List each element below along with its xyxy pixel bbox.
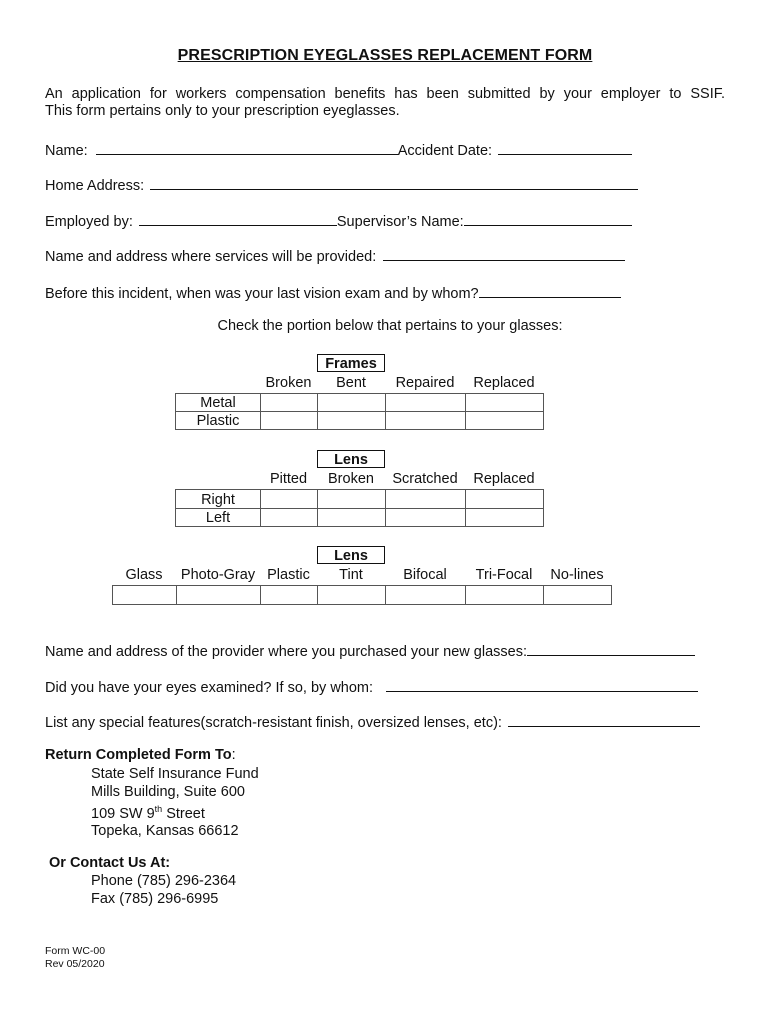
frames-plastic-bent-cell[interactable] <box>318 412 385 429</box>
lens-left-replaced-cell[interactable] <box>466 509 543 526</box>
frames-row-metal: Metal <box>200 395 236 411</box>
lens-row-left: Left <box>205 510 231 526</box>
frames-row-plastic: Plastic <box>196 413 240 429</box>
frames-label-box: Frames <box>317 354 385 372</box>
lens-left-pitted-cell[interactable] <box>261 509 317 526</box>
provider-label: Name and address of the provider where you purchased your new glasses: <box>45 644 527 660</box>
lens-right-pitted-cell[interactable] <box>261 490 317 508</box>
accident-date-label: Accident Date: <box>397 143 493 159</box>
services-row <box>45 246 625 265</box>
lens-left-broken-cell[interactable] <box>318 509 385 526</box>
lens-type-plastic-cell[interactable] <box>261 586 317 604</box>
frames-plastic-repaired-cell[interactable] <box>386 412 465 429</box>
lens-type-tint-cell[interactable] <box>318 586 385 604</box>
home-address-field[interactable] <box>150 175 638 190</box>
name-label: Name: <box>45 143 88 159</box>
return-address-line-1: State Self Insurance Fund <box>91 766 259 782</box>
accident-date-field[interactable] <box>498 140 632 155</box>
features-label: List any special features(scratch-resistant finish, oversized lenses, etc): <box>45 715 502 731</box>
frames-metal-replaced-cell[interactable] <box>466 394 543 411</box>
form-number: Form WC-00 <box>45 945 106 957</box>
frames-col-broken: Broken <box>265 375 312 391</box>
last-exam-row <box>45 283 621 302</box>
street-number: 109 SW 9 <box>91 805 155 822</box>
name-field[interactable] <box>96 140 398 155</box>
frames-metal-repaired-cell[interactable] <box>386 394 465 411</box>
employed-by-label: Employed by: <box>45 214 133 230</box>
contact-heading: Or Contact Us At: <box>49 855 171 871</box>
return-address-line-4: Topeka, Kansas 66612 <box>91 823 239 840</box>
form-revision: Rev 05/2020 <box>45 958 105 970</box>
services-field[interactable] <box>383 246 625 261</box>
home-address-label: Home Address: <box>45 178 145 194</box>
return-heading-colon: : <box>231 747 236 763</box>
employed-by-field[interactable] <box>139 211 337 226</box>
lens-right-replaced-cell[interactable] <box>466 490 543 508</box>
examined-field[interactable] <box>386 677 698 692</box>
frames-metal-broken-cell[interactable] <box>261 394 317 411</box>
lens-col-scratched: Scratched <box>392 471 458 487</box>
employer-row <box>45 211 632 230</box>
intro-line-2: This form pertains only to your prescription eyeglasses. <box>45 103 400 119</box>
lens-type-no-lines-cell[interactable] <box>544 586 611 604</box>
lens-type-label-box: Lens <box>317 546 385 564</box>
lens-left-scratched-cell[interactable] <box>386 509 465 526</box>
lens-type-col-photo-gray: Photo-Gray <box>180 567 256 583</box>
provider-field[interactable] <box>527 641 695 656</box>
lens-damage-label-box: Lens <box>317 450 385 468</box>
lens-type-col-glass: Glass <box>125 567 163 583</box>
lens-col-replaced: Replaced <box>473 471 535 487</box>
return-heading-text: Return Completed Form To <box>45 747 232 763</box>
contact-fax: Fax (785) 296-6995 <box>91 890 219 907</box>
return-address-line-2: Mills Building, Suite 600 <box>91 783 245 800</box>
lens-type-bifocal-cell[interactable] <box>386 586 465 604</box>
intro-paragraph <box>45 86 725 120</box>
lens-type-col-tri-focal: Tri-Focal <box>475 567 533 583</box>
lens-type-col-plastic: Plastic <box>267 567 310 583</box>
home-address-row <box>45 175 638 194</box>
services-label: Name and address where services will be provided: <box>45 249 377 265</box>
frames-metal-bent-cell[interactable] <box>318 394 385 411</box>
features-row <box>45 712 700 731</box>
street-ordinal: th <box>154 804 163 814</box>
lens-type-col-bifocal: Bifocal <box>403 567 447 583</box>
frames-col-repaired: Repaired <box>395 375 455 391</box>
check-instruction: Check the portion below that pertains to your glasses: <box>217 318 563 334</box>
lens-col-broken: Broken <box>328 471 374 487</box>
frames-col-replaced: Replaced <box>473 375 535 391</box>
frames-table <box>175 393 544 430</box>
features-field[interactable] <box>508 712 700 727</box>
return-address-line-3 <box>91 801 259 823</box>
provider-row <box>45 641 695 660</box>
lens-type-col-tint: Tint <box>339 567 363 583</box>
intro-line-1: An application for workers compensation benefits has been submitted by your employer to SSIF. <box>45 86 725 102</box>
examined-row <box>45 677 698 696</box>
lens-type-glass-cell[interactable] <box>113 586 176 604</box>
contact-phone: Phone (785) 296-2364 <box>91 873 237 889</box>
lens-type-photo-gray-cell[interactable] <box>177 586 260 604</box>
lens-type-col-no-lines: No-lines <box>550 567 604 583</box>
lens-row-right: Right <box>201 492 235 508</box>
frames-col-bent: Bent <box>336 375 366 391</box>
last-exam-label: Before this incident, when was your last vision exam and by whom? <box>45 286 479 302</box>
street-suffix: Street <box>162 805 205 822</box>
return-address <box>91 766 259 841</box>
frames-plastic-broken-cell[interactable] <box>261 412 317 429</box>
examined-label: Did you have your eyes examined? If so, by whom: <box>45 680 374 696</box>
lens-right-broken-cell[interactable] <box>318 490 385 508</box>
form-title: PRESCRIPTION EYEGLASSES REPLACEMENT FORM <box>177 47 593 64</box>
form-footer <box>45 945 105 971</box>
supervisor-label: Supervisor’s Name: <box>336 214 464 230</box>
frames-plastic-replaced-cell[interactable] <box>466 412 543 429</box>
contact-details <box>91 873 236 908</box>
lens-right-scratched-cell[interactable] <box>386 490 465 508</box>
name-row <box>45 140 632 159</box>
lens-damage-table <box>175 489 544 527</box>
last-exam-field[interactable] <box>479 283 621 298</box>
lens-type-tri-focal-cell[interactable] <box>466 586 543 604</box>
return-heading <box>45 747 236 763</box>
supervisor-field[interactable] <box>464 211 632 226</box>
lens-col-pitted: Pitted <box>269 471 308 487</box>
lens-type-table <box>112 585 612 605</box>
